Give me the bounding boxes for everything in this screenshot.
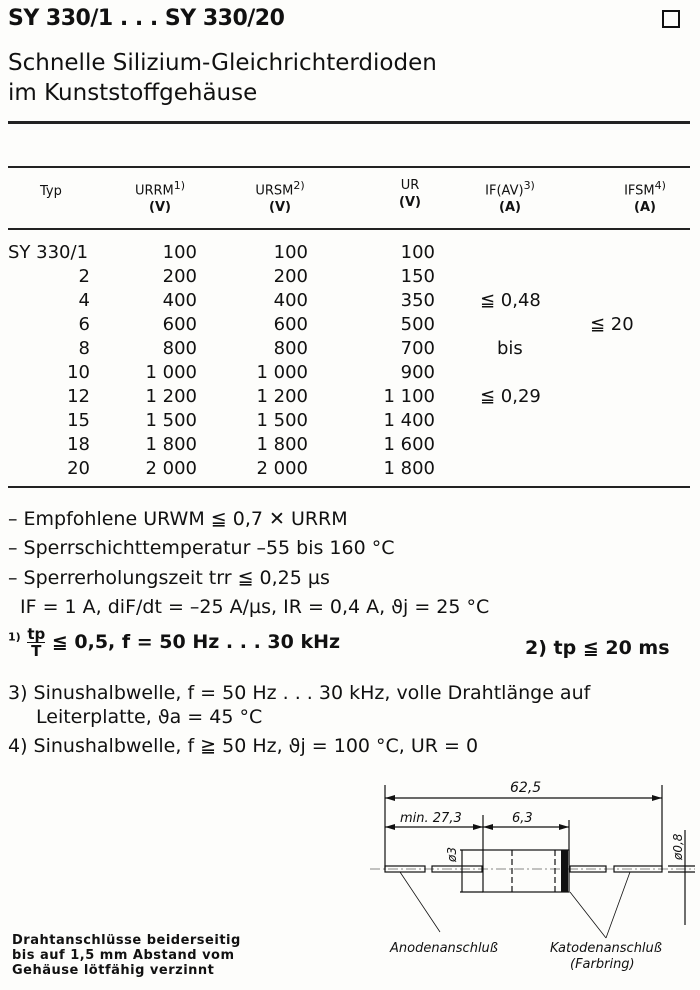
header-ifsm: IFSM$^{4)}$ (A) bbox=[624, 179, 666, 216]
cell-typ: 4 bbox=[78, 290, 90, 311]
cell-urrm: 2 000 bbox=[145, 458, 197, 479]
cell-ursm: 1 000 bbox=[256, 362, 308, 383]
table-top-rule bbox=[8, 166, 690, 168]
mounting-note bbox=[12, 933, 241, 978]
cell-typ: SY 330/1 bbox=[8, 242, 89, 263]
cell-ur: 500 bbox=[400, 314, 435, 335]
divider bbox=[8, 121, 690, 124]
cell-urrm: 1 200 bbox=[145, 386, 197, 407]
cell-ur: 150 bbox=[400, 266, 435, 287]
footnote-1: $^{1)}$ $\frac{tp}{T}$ ≦ 0,5, f = 50 Hz . . . 30 kHz bbox=[8, 625, 341, 660]
cell-ursm: 200 bbox=[273, 266, 308, 287]
header-ur: UR (V) bbox=[399, 178, 421, 210]
cell-urrm: 1 000 bbox=[145, 362, 197, 383]
footnote-3-line-2: Leiterplatte, ϑa = 45 °C bbox=[36, 706, 263, 728]
cathode-band bbox=[561, 850, 568, 892]
header-typ: Typ bbox=[40, 184, 62, 199]
ifav-bis: bis bbox=[497, 338, 523, 359]
dim-total-label: 62,5 bbox=[510, 780, 542, 796]
cell-ur: 1 100 bbox=[383, 386, 435, 407]
header-ifav: IF(AV)$^{3)}$ (A) bbox=[485, 179, 535, 216]
cell-typ: 6 bbox=[78, 314, 90, 335]
cell-ursm: 100 bbox=[273, 242, 308, 263]
ifav-min: ≦ 0,29 bbox=[480, 386, 541, 407]
note-temperature: – Sperrschichttemperatur –55 bis 160 °C bbox=[8, 537, 395, 559]
cell-ursm: 800 bbox=[273, 338, 308, 359]
cathode-note: (Farbring) bbox=[570, 957, 635, 972]
cell-ursm: 400 bbox=[273, 290, 308, 311]
cell-ur: 900 bbox=[400, 362, 435, 383]
cell-ur: 700 bbox=[400, 338, 435, 359]
cell-ursm: 1 800 bbox=[256, 434, 308, 455]
footnote-3-line-1: 3) Sinushalbwelle, f = 50 Hz . . . 30 kHz, volle Drahtlänge auf bbox=[8, 682, 591, 704]
cell-ursm: 600 bbox=[273, 314, 308, 335]
lead-diameter-label: ø0,8 bbox=[671, 833, 685, 860]
cell-ur: 1 800 bbox=[383, 458, 435, 479]
mounting-note-line: bis auf 1,5 mm Abstand vom bbox=[12, 948, 235, 963]
cell-ur: 100 bbox=[400, 242, 435, 263]
mounting-note-line: Gehäuse lötfähig verzinnt bbox=[12, 963, 215, 978]
cell-urrm: 400 bbox=[162, 290, 197, 311]
dim-lead-label: min. 27,3 bbox=[400, 811, 462, 826]
body-diameter-label: ø3 bbox=[445, 847, 459, 862]
checkbox-square bbox=[662, 10, 680, 28]
header-ursm: URSM$^{2)}$ (V) bbox=[255, 179, 305, 216]
cell-ur: 1 600 bbox=[383, 434, 435, 455]
cell-urrm: 200 bbox=[162, 266, 197, 287]
dim-body-label: 6,3 bbox=[512, 811, 533, 826]
cell-urrm: 600 bbox=[162, 314, 197, 335]
subtitle-line-1: Schnelle Silizium-Gleichrichterdioden bbox=[8, 50, 437, 76]
cathode-label: Katodenanschluß bbox=[550, 941, 662, 956]
mounting-note-line: Drahtanschlüsse beiderseitig bbox=[12, 933, 241, 948]
subtitle-line-2: im Kunststoffgehäuse bbox=[8, 80, 258, 106]
footnote-2: 2) tp ≦ 20 ms bbox=[525, 637, 670, 659]
cell-typ: 8 bbox=[78, 338, 90, 359]
ifav-max: ≦ 0,48 bbox=[480, 290, 541, 311]
cell-typ: 2 bbox=[78, 266, 90, 287]
cell-typ: 18 bbox=[67, 434, 90, 455]
note-conditions: IF = 1 A, diF/dt = –25 A/µs, IR = 0,4 A, ϑj = 25 °C bbox=[20, 596, 490, 618]
header-urrm: URRM$^{1)}$ (V) bbox=[134, 179, 186, 216]
diode-dimension-drawing bbox=[370, 770, 700, 990]
cell-typ: 12 bbox=[67, 386, 90, 407]
ifsm-value: ≦ 20 bbox=[590, 314, 634, 335]
page-title: SY 330/1 . . . SY 330/20 bbox=[8, 6, 285, 31]
cell-typ: 10 bbox=[67, 362, 90, 383]
cell-urrm: 1 800 bbox=[145, 434, 197, 455]
note-urwm: – Empfohlene URWM ≦ 0,7 ✕ URRM bbox=[8, 508, 348, 530]
note-recovery-time: – Sperrerholungszeit trr ≦ 0,25 µs bbox=[8, 567, 330, 589]
cell-ur: 1 400 bbox=[383, 410, 435, 431]
cell-urrm: 1 500 bbox=[145, 410, 197, 431]
cell-ur: 350 bbox=[400, 290, 435, 311]
cell-typ: 20 bbox=[67, 458, 90, 479]
diode-body bbox=[483, 850, 569, 892]
cell-ursm: 1 500 bbox=[256, 410, 308, 431]
table-header-rule bbox=[8, 228, 690, 230]
cell-urrm: 100 bbox=[162, 242, 197, 263]
anode-label: Anodenanschluß bbox=[390, 941, 498, 956]
table-bottom-rule bbox=[8, 486, 690, 488]
cell-urrm: 800 bbox=[162, 338, 197, 359]
footnote-4: 4) Sinushalbwelle, f ≧ 50 Hz, ϑj = 100 °C, UR = 0 bbox=[8, 735, 479, 757]
cell-ursm: 2 000 bbox=[256, 458, 308, 479]
cell-typ: 15 bbox=[67, 410, 90, 431]
cell-ursm: 1 200 bbox=[256, 386, 308, 407]
